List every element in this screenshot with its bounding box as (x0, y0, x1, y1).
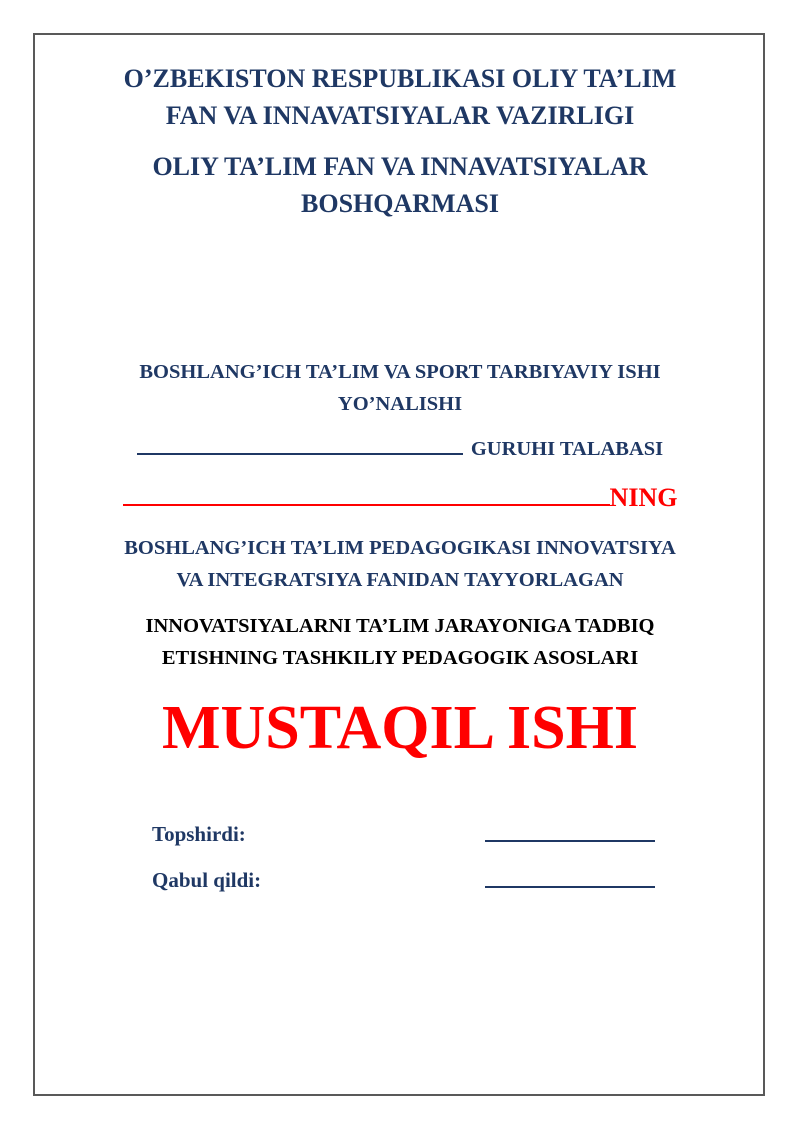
group-suffix: GURUHI TALABASI (470, 438, 664, 460)
accepted-signature-line (485, 886, 655, 888)
subject-heading (33, 532, 767, 596)
accepted-label: Qabul qildi: (152, 868, 262, 892)
group-row (33, 434, 767, 464)
direction-line-2: YO’NALISHI (337, 393, 463, 415)
topic-line-1: INNOVATSIYALARNI TA’LIM JARAYONIGA TADBIQ (145, 615, 655, 637)
subject-line-2: VA INTEGRATSIYA FANIDAN TAYYORLAGAN (176, 569, 624, 591)
submitted-label: Topshirdi: (152, 822, 246, 846)
document-title: MUSTAQIL ISHI (161, 694, 639, 762)
board-line-1: OLIY TA’LIM FAN VA INNAVATSIYALAR (152, 152, 648, 181)
student-name-row (33, 481, 767, 515)
topic-line-2: ETISHNING TASHKILIY PEDAGOGIK ASOSLARI (161, 647, 639, 669)
direction-heading (33, 356, 767, 420)
board-line-2: BOSHQARMASI (301, 189, 499, 218)
ministry-line-2: FAN VA INNAVATSIYALAR VAZIRLIGI (165, 101, 635, 130)
board-heading (33, 148, 767, 222)
accepted-row (152, 864, 662, 896)
submitted-signature-line (485, 840, 655, 842)
student-name-suffix: NING (609, 483, 678, 512)
direction-line-1: BOSHLANG’ICH TA’LIM VA SPORT TARBIYAVIY ISHI (139, 361, 661, 383)
ministry-heading (33, 60, 767, 134)
ministry-line-1: O’ZBEKISTON RESPUBLIKASI OLIY TA’LIM (123, 64, 677, 93)
group-blank-line (137, 449, 463, 455)
student-name-blank-line (123, 500, 610, 506)
topic-heading (33, 610, 767, 674)
submitted-row (152, 818, 662, 850)
subject-line-1: BOSHLANG’ICH TA’LIM PEDAGOGIKASI INNOVATSIYA (124, 537, 676, 559)
